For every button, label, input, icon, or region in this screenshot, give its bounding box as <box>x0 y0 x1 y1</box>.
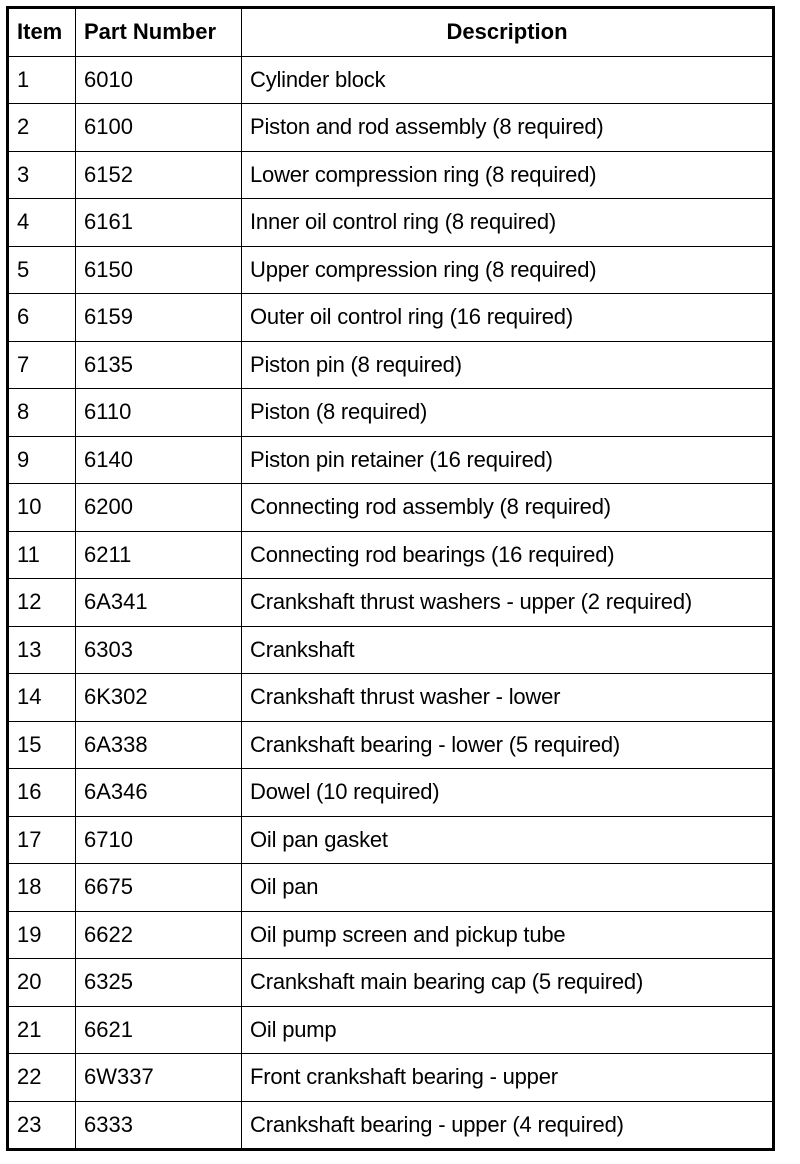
table-row <box>8 151 774 199</box>
cell-part-number: 6622 <box>76 911 242 959</box>
cell-part-number: 6161 <box>76 199 242 247</box>
cell-description: Connecting rod bearings (16 required) <box>242 531 774 579</box>
header-description: Description <box>242 8 774 57</box>
cell-part-number: 6135 <box>76 341 242 389</box>
table-row <box>8 674 774 722</box>
cell-part-number: 6710 <box>76 816 242 864</box>
cell-description: Crankshaft thrust washer - lower <box>242 674 774 722</box>
cell-description: Piston and rod assembly (8 required) <box>242 104 774 152</box>
table-row <box>8 104 774 152</box>
cell-description: Dowel (10 required) <box>242 769 774 817</box>
cell-item: 19 <box>8 911 76 959</box>
cell-item: 17 <box>8 816 76 864</box>
parts-table <box>6 6 775 1151</box>
cell-description: Upper compression ring (8 required) <box>242 246 774 294</box>
table-row <box>8 626 774 674</box>
cell-part-number: 6010 <box>76 56 242 104</box>
cell-part-number: 6140 <box>76 436 242 484</box>
table-row <box>8 389 774 437</box>
cell-item: 6 <box>8 294 76 342</box>
table-row <box>8 294 774 342</box>
table-row <box>8 246 774 294</box>
cell-part-number: 6152 <box>76 151 242 199</box>
cell-description: Oil pan gasket <box>242 816 774 864</box>
table-row <box>8 769 774 817</box>
cell-description: Piston (8 required) <box>242 389 774 437</box>
cell-description: Cylinder block <box>242 56 774 104</box>
cell-description: Front crankshaft bearing - upper <box>242 1054 774 1102</box>
cell-item: 20 <box>8 959 76 1007</box>
table-row <box>8 199 774 247</box>
cell-part-number: 6A346 <box>76 769 242 817</box>
cell-item: 9 <box>8 436 76 484</box>
cell-description: Oil pan <box>242 864 774 912</box>
cell-item: 21 <box>8 1006 76 1054</box>
cell-item: 11 <box>8 531 76 579</box>
table-row <box>8 959 774 1007</box>
table-row <box>8 341 774 389</box>
cell-description: Inner oil control ring (8 required) <box>242 199 774 247</box>
cell-description: Crankshaft bearing - lower (5 required) <box>242 721 774 769</box>
cell-part-number: 6150 <box>76 246 242 294</box>
cell-item: 1 <box>8 56 76 104</box>
table-row <box>8 864 774 912</box>
cell-item: 13 <box>8 626 76 674</box>
cell-part-number: 6A341 <box>76 579 242 627</box>
cell-part-number: 6303 <box>76 626 242 674</box>
cell-part-number: 6200 <box>76 484 242 532</box>
cell-item: 12 <box>8 579 76 627</box>
cell-description: Oil pump <box>242 1006 774 1054</box>
cell-item: 18 <box>8 864 76 912</box>
cell-part-number: 6333 <box>76 1101 242 1150</box>
cell-description: Crankshaft thrust washers - upper (2 required) <box>242 579 774 627</box>
table-row <box>8 816 774 864</box>
cell-item: 22 <box>8 1054 76 1102</box>
cell-description: Connecting rod assembly (8 required) <box>242 484 774 532</box>
cell-description: Crankshaft bearing - upper (4 required) <box>242 1101 774 1150</box>
cell-description: Oil pump screen and pickup tube <box>242 911 774 959</box>
table-row <box>8 911 774 959</box>
cell-description: Crankshaft <box>242 626 774 674</box>
cell-item: 3 <box>8 151 76 199</box>
table-row <box>8 1054 774 1102</box>
table-row <box>8 579 774 627</box>
table-row <box>8 436 774 484</box>
cell-description: Piston pin (8 required) <box>242 341 774 389</box>
cell-description: Outer oil control ring (16 required) <box>242 294 774 342</box>
cell-item: 23 <box>8 1101 76 1150</box>
cell-part-number: 6159 <box>76 294 242 342</box>
cell-part-number: 6K302 <box>76 674 242 722</box>
cell-item: 10 <box>8 484 76 532</box>
cell-item: 7 <box>8 341 76 389</box>
cell-part-number: 6100 <box>76 104 242 152</box>
table-body <box>8 56 774 1150</box>
table-row <box>8 721 774 769</box>
table-row <box>8 484 774 532</box>
cell-part-number: 6110 <box>76 389 242 437</box>
table-header-row <box>8 8 774 57</box>
table-row <box>8 56 774 104</box>
table-row <box>8 531 774 579</box>
header-part-number: Part Number <box>76 8 242 57</box>
cell-part-number: 6621 <box>76 1006 242 1054</box>
cell-item: 14 <box>8 674 76 722</box>
cell-part-number: 6325 <box>76 959 242 1007</box>
cell-part-number: 6W337 <box>76 1054 242 1102</box>
cell-item: 2 <box>8 104 76 152</box>
cell-item: 5 <box>8 246 76 294</box>
cell-description: Piston pin retainer (16 required) <box>242 436 774 484</box>
table-row <box>8 1006 774 1054</box>
cell-part-number: 6A338 <box>76 721 242 769</box>
cell-description: Lower compression ring (8 required) <box>242 151 774 199</box>
header-item: Item <box>8 8 76 57</box>
cell-description: Crankshaft main bearing cap (5 required) <box>242 959 774 1007</box>
cell-item: 8 <box>8 389 76 437</box>
cell-item: 4 <box>8 199 76 247</box>
cell-item: 16 <box>8 769 76 817</box>
cell-item: 15 <box>8 721 76 769</box>
cell-part-number: 6675 <box>76 864 242 912</box>
table-row <box>8 1101 774 1150</box>
cell-part-number: 6211 <box>76 531 242 579</box>
